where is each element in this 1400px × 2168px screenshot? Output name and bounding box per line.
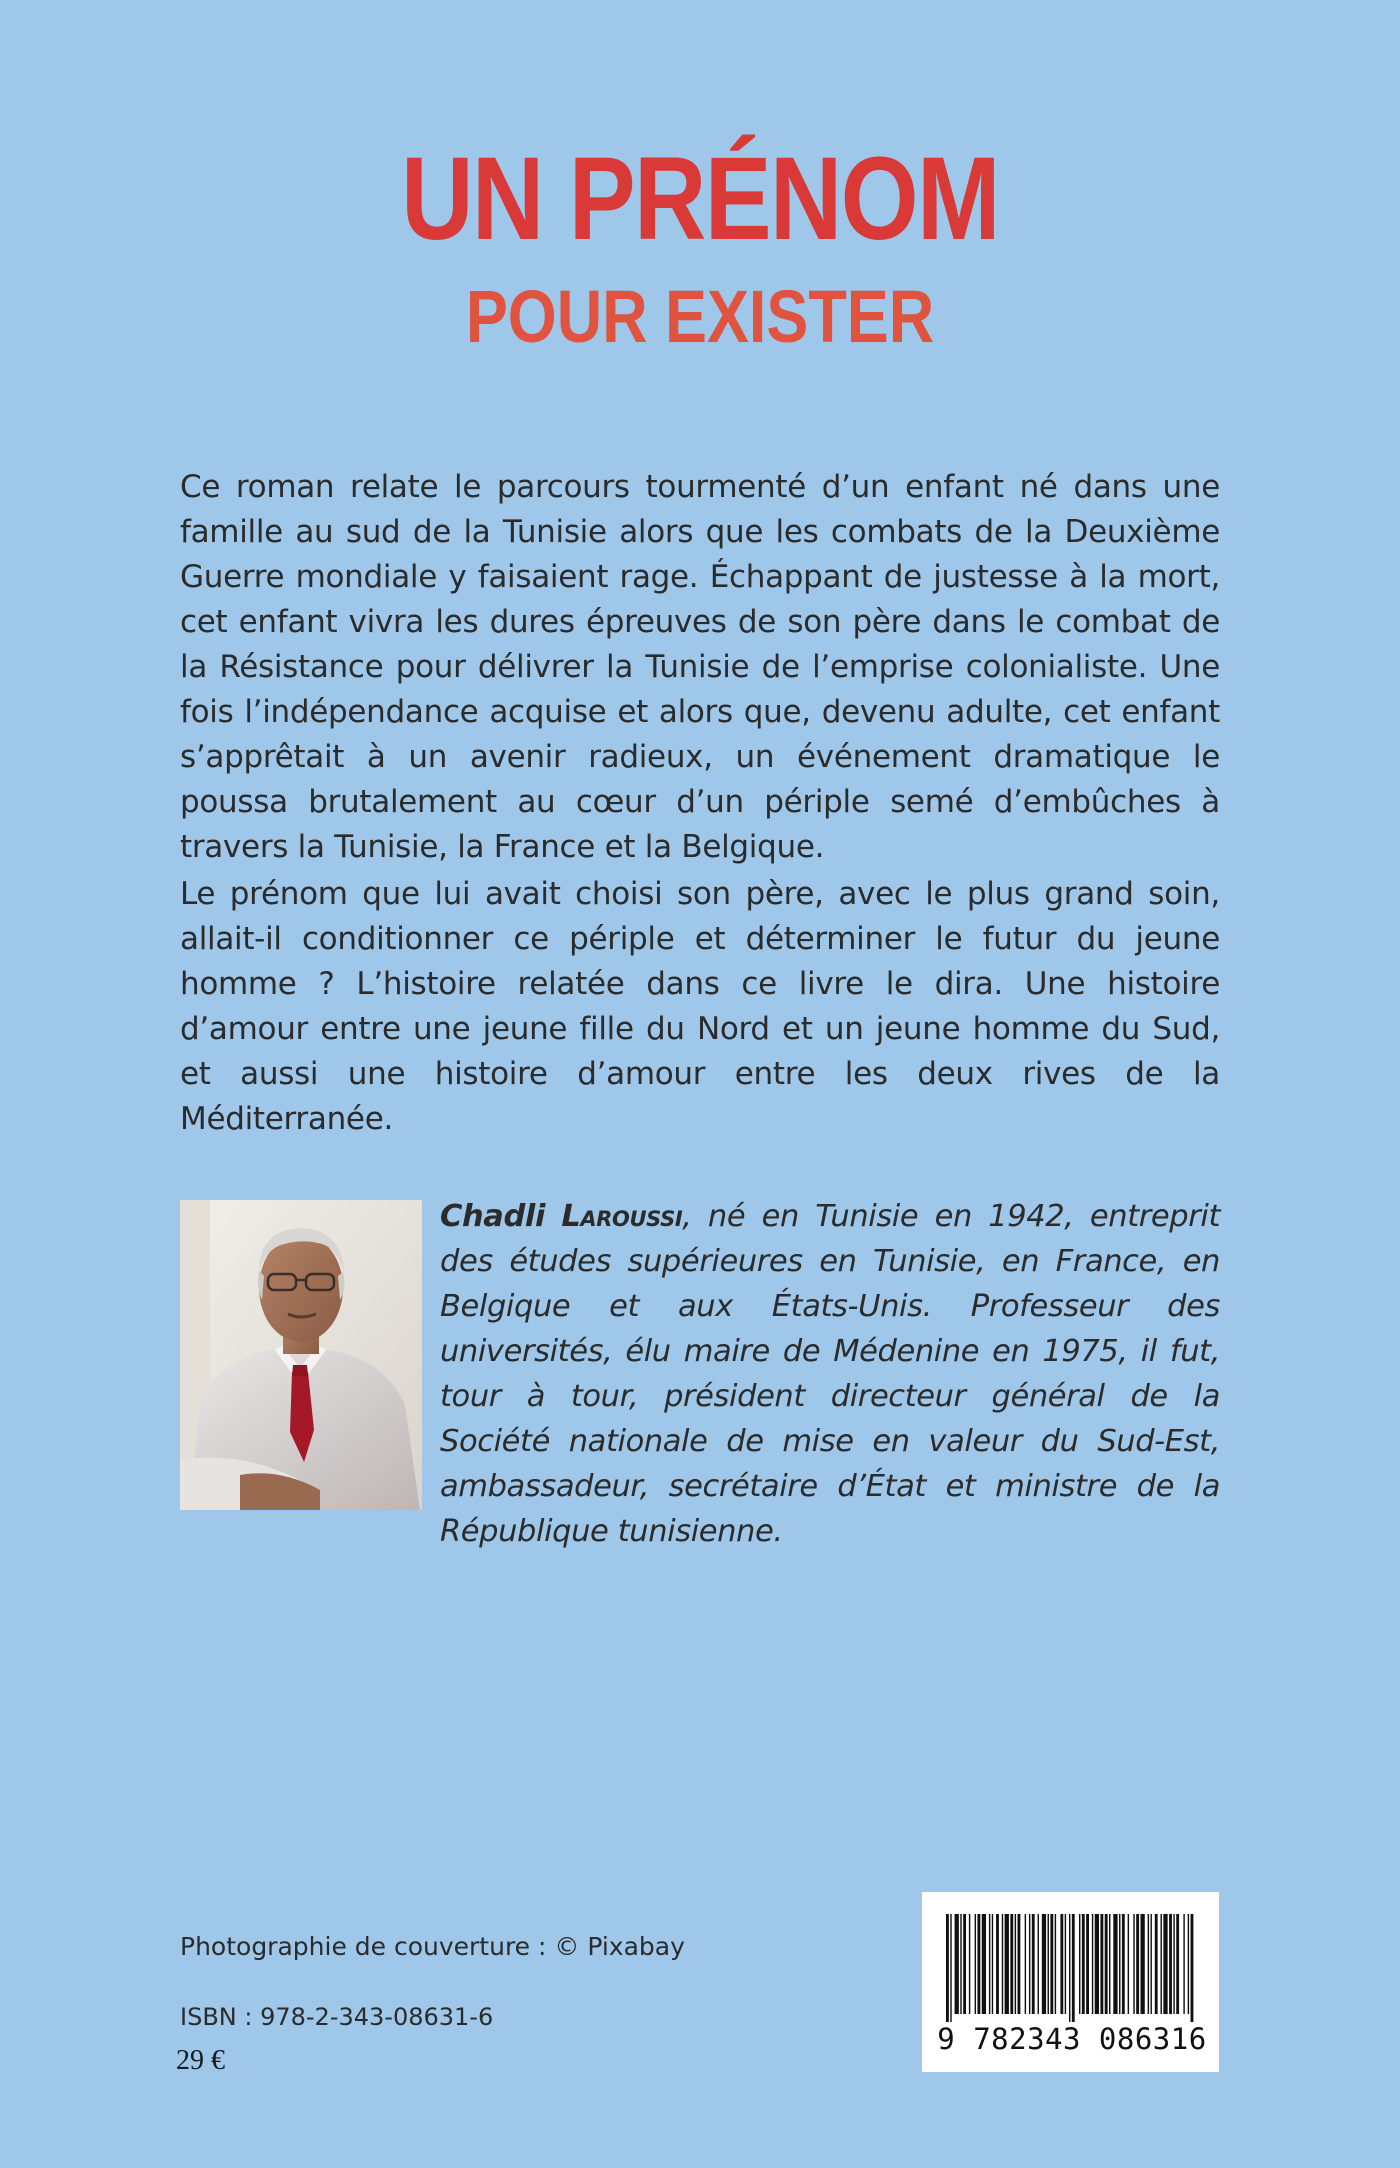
barcode-bars xyxy=(946,1914,1196,2022)
photo-credit: Photographie de couverture : © Pixabay xyxy=(180,1932,685,1961)
barcode-digits: 9 782343 086316 xyxy=(937,2022,1207,2056)
author-last-name: Laroussi xyxy=(561,1199,683,1234)
author-bio-text: , né en Tunisie en 1942, entreprit des études supérieures en Tunisie, en France, en Belgique et aux États-Unis. Professeur des universités, élu maire de Médenine en 1975, il fut, tour à tour, président directeur général de la Société nationale de mise en valeur du Sud-Est, ambassadeur, secrétaire d’État et ministre de la République tunisienne. xyxy=(440,1199,1220,1549)
barcode xyxy=(922,1892,1219,2072)
book-subtitle: POUR EXISTER xyxy=(465,275,935,358)
author-first-name: Chadli xyxy=(440,1199,546,1234)
author-photo xyxy=(180,1200,422,1510)
author-bio xyxy=(440,1194,1220,1554)
isbn: ISBN : 978-2-343-08631-6 xyxy=(180,2003,494,2031)
price: 29 € xyxy=(176,2045,225,2076)
book-title: UN PRÉNOM xyxy=(401,133,999,265)
blurb-paragraph-1: Ce roman relate le parcours tourmenté d’un enfant né dans une famille au sud de la Tunisie alors que les combats de la Deuxième Guerre mondiale y faisaient rage. Échappant de justesse à la mort, cet enfant vivra les dures épreuves de son père dans le combat de la Résistance pour délivrer la Tunisie de l’emprise colonialiste. Une fois l’indépendance acquise et alors que, devenu adulte, cet enfant s’apprêtait à un avenir radieux, un événement dramatique le poussa brutalement au cœur d’un périple semé d’embûches à travers la Tunisie, la France et la Belgique. xyxy=(180,469,1220,865)
blurb-paragraph-2: Le prénom que lui avait choisi son père, avec le plus grand soin, allait-il conditionner ce périple et déterminer le futur du jeune homme ? L’histoire relatée dans ce livre le dira. Une histoire d’amour entre une jeune fille du Nord et un jeune homme du Sud, et aussi une histoire d’amour entre les deux rives de la Méditerranée. xyxy=(180,876,1220,1137)
